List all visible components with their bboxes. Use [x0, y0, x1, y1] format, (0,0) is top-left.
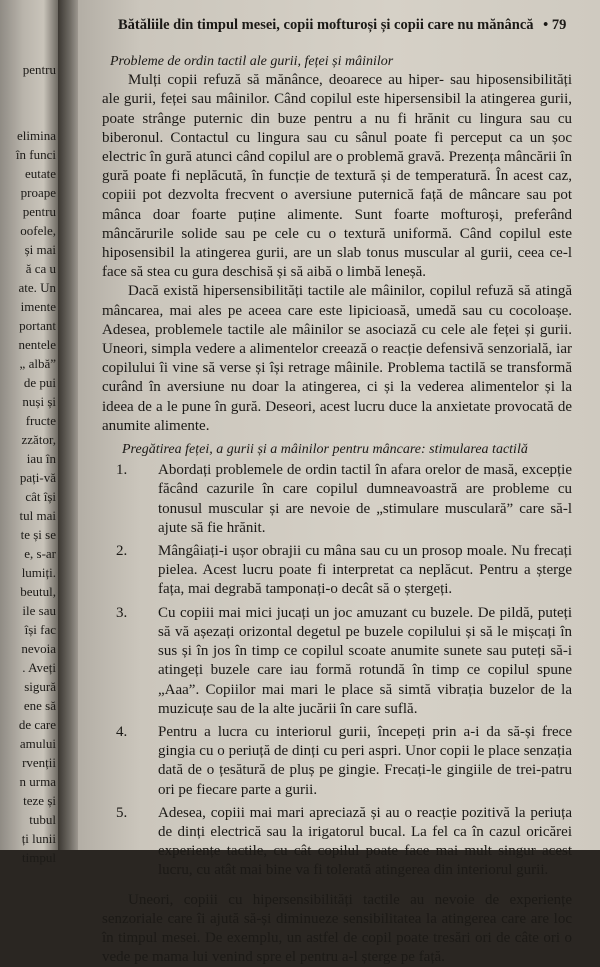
- list-item: [102, 723, 572, 800]
- left-fragment: ă ca u: [25, 261, 56, 276]
- list-number: 1.: [116, 462, 128, 479]
- list-number: 4.: [116, 723, 128, 740]
- left-fragment: nevoia: [21, 641, 56, 656]
- section-subtitle: Probleme de ordin tactil ale gurii, feței și mâinilor: [110, 54, 394, 69]
- left-fragment: pați-vă: [19, 470, 56, 485]
- left-fragment: cât își: [25, 489, 56, 504]
- left-fragment: pentru: [22, 204, 56, 219]
- left-fragment: tubul: [29, 812, 56, 827]
- left-fragment: în funci: [15, 147, 56, 162]
- left-fragment: timpul: [22, 850, 56, 865]
- paragraph: Dacă există hipersensibilități tactile ale mâinilor, copilul refuză să atingă mâncarea, mai ales pe aceea care este lipicioasă, umedă sau cu cocoloașe. Adesea, problemele tactile ale mâinilor se asociază cu cele ale feței și gurii. Uneori, simpla vedere a alimentelor creează o reacție defensivă senzorială, iar copilului îi vine să verse și își retrage mâinile. Problema tactilă se transformă curând în aversiune nu doar la atingerea, ci și la vederea alimentelor și la ideea de a le pune în gură. Deseori, acest lucru duce la anxietate provocată de anumite alimente.: [102, 283, 572, 434]
- section-subtitle: Pregătirea feței, a gurii și a mâinilor pentru mâncare: stimularea tactilă: [122, 442, 528, 458]
- left-fragment: lumiți.: [21, 565, 56, 580]
- numbered-list: [102, 461, 572, 880]
- left-fragment: imente: [20, 299, 56, 314]
- left-fragment: ate. Un: [18, 280, 56, 295]
- list-item-text: Mângâiați-i ușor obrajii cu mâna sau cu un prosop moale. Nu frecați pielea. Acest lucru poate fi interpretat ca neplăcut. Pentru a șterge fața, mai degrabă tamponați-o decât să o ștergeți.: [158, 543, 572, 598]
- list-number: 5.: [116, 804, 128, 821]
- list-item-text: Cu copiii mai mici jucați un joc amuzant cu buzele. De pildă, puteți să vă așezați orizontal degetul pe buzele copilului și să le mișcați în sus și în jos în timp ce copilul scoate anumite sunete sau puteți să-i atingeți buzele care iau formă rotundă în timp ce copilul spune „Aaa”. Copiilor mai mari le place să simtă vibrația buzelor de la muzicuțe sau de la alte jucării în care suflă.: [158, 604, 572, 717]
- list-item-text: Pentru a lucra cu interiorul gurii, începeți prin a-i da să-și frece gingia cu o periuță de dinți cu peri aspri. Unor copii le place senzația dată de o țesătură de pluș pe gingie. Frecați-le gingiile de trei-patru ori pe fiecare parte a gurii.: [158, 723, 572, 798]
- left-fragment: zzător,: [21, 432, 56, 447]
- page-number: 79: [551, 17, 567, 33]
- list-item: [102, 461, 572, 538]
- left-fragment: amului: [19, 736, 56, 751]
- left-fragment: ene să: [23, 698, 56, 713]
- left-fragment: teze și: [23, 793, 56, 808]
- left-fragment: și mai: [24, 242, 56, 257]
- left-fragment: de care: [18, 717, 56, 732]
- list-item-text: Abordați problemele de ordin tactil în afara orelor de masă, excepție făcând cazurile în care copilul dumneavoastră are probleme cu tonusul muscular și are nevoie de „stimulare musculară” care să-l ajute să fie hrănit.: [158, 462, 572, 536]
- left-fragment: nuși și: [22, 394, 56, 409]
- page-body: [102, 52, 572, 967]
- left-fragment: iau în: [26, 451, 56, 466]
- list-item: [102, 804, 572, 881]
- left-fragment: de pui: [23, 375, 56, 390]
- left-fragment: oofele,: [20, 223, 56, 238]
- list-item: [102, 542, 572, 600]
- paragraph: Uneori, copiii cu hipersensibilități tactile au nevoie de experiențe senzoriale care îi ajută să-și diminueze sensibilitatea la atingerea care are loc în timpul mesei. De exemplu, un astfel de copil poate tresări ori de câte ori o vede pe mama lui venind spre el pentru a-l șterge pe față.: [102, 891, 572, 966]
- list-number: 3.: [116, 604, 128, 621]
- list-item: [102, 604, 572, 719]
- header-title: Bătăliile din timpul mesei, copii mofturoși și copii care nu mănâncă: [118, 17, 534, 33]
- left-fragment: tul mai: [19, 508, 56, 523]
- paragraph: Mulți copii refuză să mănânce, deoarece au hiper- sau hiposensibilități ale gurii, feței sau mâinilor. Când copilul este hipersensibil la atingerea gurii, poate strânge puternic din buze pentru a nu fi hrănit cu lingura sau cu biberonul. Contactul cu lingura sau cu sânul poate fi perceput ca un șoc electric în gură atunci când copilul are o problemă gravă. Prezența mâncării în gură poate fi neplăcută, în funcție de textură și de temperatură. În acest caz, copiii pot dezvolta frecvent o aversiune puternică față de mâncare sau pot mânca doar foarte puține alimente. Sunt foarte mofturoși, preferând mâncărurile solide sau pe cele cu o textură uniformă. Când copilul este hiposensibil la atingerea gurii, are un slab tonus muscular al gurii, ceea ce-l face să stea cu gura deschisă și să aibă o limbă leneșă.: [102, 72, 572, 281]
- left-fragment: își fac: [24, 622, 56, 637]
- left-page-edge: [0, 0, 58, 865]
- left-fragment: proape: [20, 185, 56, 200]
- running-header: Bătăliile din timpul mesei, copii mofturoși și copii care nu mănâncă • 79: [118, 17, 567, 33]
- list-number: 2.: [116, 543, 128, 560]
- left-fragment: rvenții: [22, 755, 56, 770]
- book-gutter: [58, 0, 78, 850]
- left-fragment: „ albă”: [19, 356, 56, 371]
- left-fragment: sigură: [24, 679, 56, 694]
- left-fragment: e, s-ar: [24, 546, 56, 561]
- left-fragment: pentru: [22, 62, 56, 77]
- left-fragment: elimina: [17, 128, 56, 143]
- left-fragment: te și se: [20, 527, 56, 542]
- right-page: [78, 0, 600, 966]
- left-fragment: . Aveți: [22, 660, 56, 675]
- left-fragment: n urma: [19, 774, 56, 789]
- left-fragment: ți lunii: [21, 831, 56, 846]
- left-fragment: fructe: [25, 413, 56, 428]
- list-item-text: Adesea, copiii mai mari apreciază și au o reacție pozitivă la periuța de dinți electrică sau la irigatorul bucal. La fel ca în cazul oricărei experiențe tactile, cu cât copilul poate face mai mult singur acest lucru, cu atât mai bine va fi tolerată atingerea din interiorul gurii.: [158, 804, 572, 879]
- left-fragment: ile sau: [22, 603, 56, 618]
- left-fragment: portant: [19, 318, 56, 333]
- left-fragment: beutul,: [20, 584, 56, 599]
- left-fragment: nentele: [18, 337, 56, 352]
- left-fragment: eutate: [24, 166, 56, 181]
